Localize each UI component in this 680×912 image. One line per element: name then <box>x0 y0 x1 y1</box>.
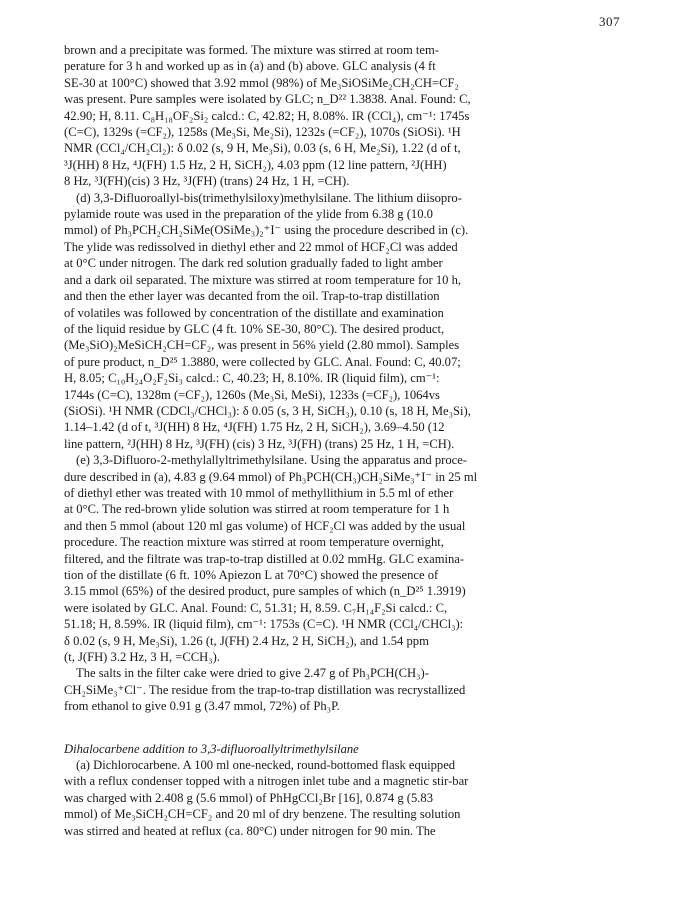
text-line: of the liquid residue by GLC (4 ft. 10% SE-30, 80°C). The desired product, <box>64 321 445 336</box>
text-line: 1.14–1.42 (d of t, ³J(HH) 8 Hz, ⁴J(FH) 1.75 Hz, 2 H, SiCH₂), 3.69–4.50 (12 <box>64 420 445 435</box>
text-line: of volatiles was followed by concentration of the distillate and examination <box>64 305 444 320</box>
text-line: and a dark oil separated. The mixture was stirred at room temperature for 10 h, <box>64 272 462 287</box>
text-line: at 0°C. The red-brown ylide solution was stirred at room temperature for 1 h <box>64 502 450 517</box>
text-line: of pure product, n_D²⁵ 1.3880, were collected by GLC. Anal. Found: C, 40.07; <box>64 354 461 369</box>
text-line: 51.18; H, 8.59%. IR (liquid film), cm⁻¹: 1753s (C=C). ¹H NMR (CCl₄/CHCl₃): <box>64 617 464 632</box>
text-line: 42.90; H, 8.11. C₈H₁₈OF₂Si₂ calcd.: C, 42.82; H, 8.08%. IR (CCl₄), cm⁻¹: 1745s <box>64 108 470 123</box>
text-line: and then the ether layer was decanted from the oil. Trap-to-trap distillation <box>64 289 440 304</box>
paragraph-start-line: (e) 3,3-Difluoro-2-methylallyltrimethylsilane. Using the apparatus and proce- <box>76 453 467 468</box>
text-line: mmol) of Ph₃PCH₂CH₂SiMe(OSiMe₃)₂⁺I⁻ using the procedure described in (c). <box>64 223 469 238</box>
text-line: 8 Hz, ³J(FH)(cis) 3 Hz, ³J(FH) (trans) 24 Hz, 1 H, =CH). <box>64 174 350 189</box>
text-line: brown and a precipitate was formed. The mixture was stirred at room tem- <box>64 43 440 57</box>
text-line: (t, J(FH) 3.2 Hz, 3 H, =CCH₃). <box>64 650 220 665</box>
paragraph-start-line: (d) 3,3-Difluoroallyl-bis(trimethylsiloxy)methylsilane. The lithium diisopro- <box>76 190 462 205</box>
text-line: tion of the distillate (6 ft. 10% Apiezon L at 70°C) showed the presence of <box>64 568 439 582</box>
body-text <box>64 42 620 839</box>
text-line: δ 0.02 (s, 9 H, Me₃Si), 1.26 (t, J(FH) 2.4 Hz, 2 H, SiCH₂), and 1.54 ppm <box>64 633 429 648</box>
text-line: The ylide was redissolved in diethyl ether and 22 mmol of HCF₂Cl was added <box>64 239 458 254</box>
text-line: with a reflux condenser topped with a nitrogen inlet tube and a magnetic stir-bar <box>64 774 469 789</box>
text-line: pylamide route was used in the preparation of the ylide from 6.38 g (10.0 <box>64 207 433 222</box>
text-line: was charged with 2.408 g (5.6 mmol) of PhHgCCl₂Br [16], 0.874 g (5.83 <box>64 790 433 805</box>
text-line: from ethanol to give 0.91 g (3.47 mmol, 72%) of Ph₃P. <box>64 699 340 714</box>
text-line: ³J(HH) 8 Hz, ⁴J(FH) 1.5 Hz, 2 H, SiCH₂), 4.03 ppm (12 line pattern, ²J(HH) <box>64 157 447 172</box>
text-line: mmol) of Me₃SiCH₂CH=CF₂ and 20 ml of dry benzene. The resulting solution <box>64 807 461 822</box>
text-line: was stirred and heated at reflux (ca. 80°C) under nitrogen for 90 min. The <box>64 823 436 838</box>
paragraph-start-line: The salts in the filter cake were dried to give 2.47 g of Ph₃PCH(CH₃)- <box>76 666 429 681</box>
text-line: at 0°C under nitrogen. The dark red solution gradually faded to light amber <box>64 256 443 271</box>
text-line: (Me₃SiO)₂MeSiCH₂CH=CF₂, was present in 56% yield (2.80 mmol). Samples <box>64 338 460 353</box>
text-line: filtered, and the filtrate was trap-to-trap distilled at 0.02 mmHg. GLC examina- <box>64 551 465 566</box>
text-line: line pattern, ²J(HH) 8 Hz, ³J(FH) (cis) 3 Hz, ³J(FH) (trans) 25 Hz, 1 H, =CH). <box>64 436 455 451</box>
text-line: CH₂SiMe₃⁺Cl⁻. The residue from the trap-to-trap distillation was recrystallized <box>64 682 466 697</box>
section-gap <box>64 715 620 741</box>
page-number: 307 <box>599 14 620 29</box>
text-line: of diethyl ether was treated with 10 mmol of methyllithium in 5.5 ml of ether <box>64 485 454 500</box>
text-line: (SiOSi). ¹H NMR (CDCl₃/CHCl₃): δ 0.05 (s, 3 H, SiCH₃), 0.10 (s, 18 H, Me₃Si), <box>64 403 471 418</box>
text-line: SE-30 at 100°C) showed that 3.92 mmol (98%) of Me₃SiOSiMe₂CH₂CH=CF₂ <box>64 75 459 90</box>
text-line: 1744s (C=C), 1328m (=CF₂), 1260s (Me₃Si, MeSi), 1233s (=CF₂), 1064vs <box>64 387 440 402</box>
text-line: (C=C), 1329s (=CF₂), 1258s (Me₃Si, Me₂Si), 1232s (=CF₂), 1070s (SiOSi). ¹H <box>64 125 461 140</box>
text-line: dure described in (a), 4.83 g (9.64 mmol) of Ph₃PCH(CH₃)CH₂SiMe₃⁺I⁻ in 25 ml <box>64 469 478 484</box>
text-line: were isolated by GLC. Anal. Found: C, 51.31; H, 8.59. C₇H₁₄F₂Si calcd.: C, <box>64 600 448 615</box>
section-heading: Dihalocarbene addition to 3,3-difluoroallyltrimethylsilane <box>64 741 359 756</box>
text-line: 3.15 mmol (65%) of the desired product, pure samples of which (n_D²⁵ 1.3919) <box>64 584 466 599</box>
text-line: perature for 3 h and worked up as in (a) and (b) above. GLC analysis (4 ft <box>64 59 436 74</box>
text-line: NMR (CCl₄/CH₂Cl₂): δ 0.02 (s, 9 H, Me₃Si), 0.03 (s, 6 H, Me₂Si), 1.22 (d of t, <box>64 141 461 156</box>
text-line: and then 5 mmol (about 120 ml gas volume) of HCF₂Cl was added by the usual <box>64 518 466 533</box>
text-line: H, 8.05; C₁₀H₂₄O₂F₂Si₃ calcd.: C, 40.23; H, 8.10%. IR (liquid film), cm⁻¹: <box>64 371 440 386</box>
paragraph-start-line: (a) Dichlorocarbene. A 100 ml one-necked, round-bottomed flask equipped <box>76 758 456 773</box>
text-line: was present. Pure samples were isolated by GLC; n_D²² 1.3838. Anal. Found: C, <box>64 92 471 107</box>
text-line: procedure. The reaction mixture was stirred at room temperature overnight, <box>64 535 444 550</box>
